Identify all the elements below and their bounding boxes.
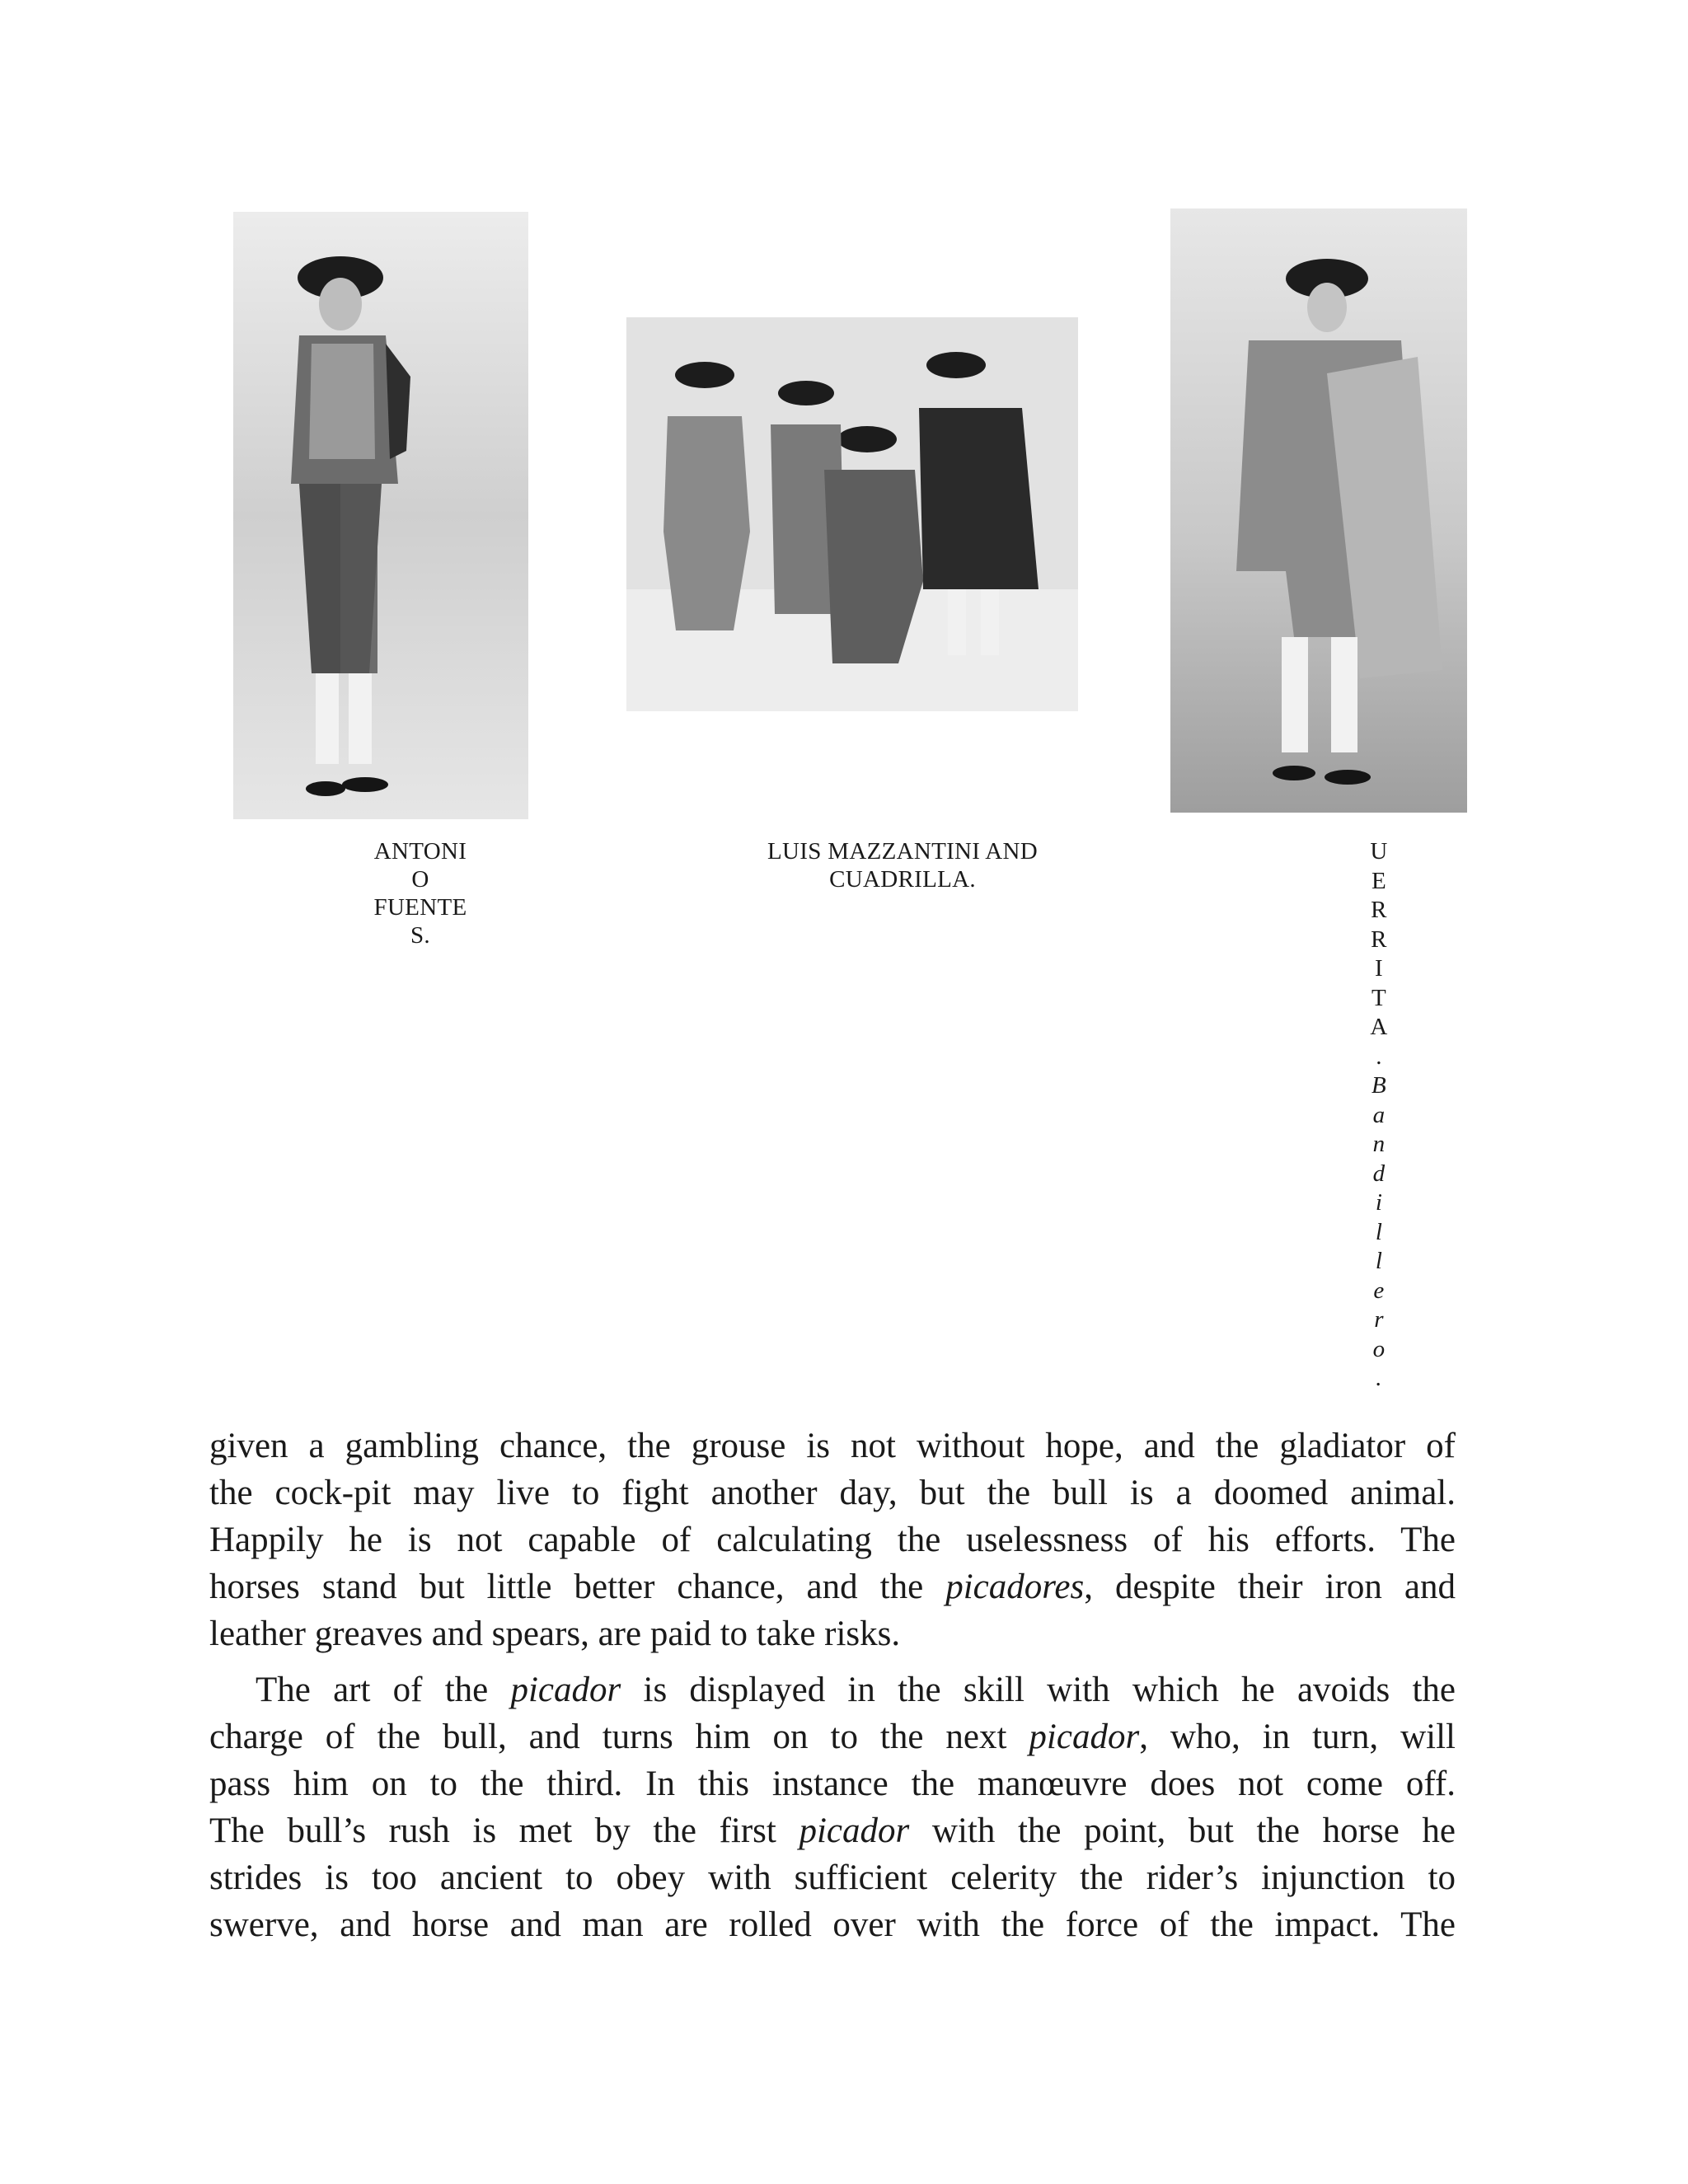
italic-term: picadores	[945, 1568, 1085, 1606]
caption-line: FUENTE	[373, 894, 467, 921]
caption-char-italic: d	[1372, 1160, 1386, 1187]
caption-line: LUIS MAZZANTINI AND	[767, 838, 1038, 865]
caption-line: CUADRILLA.	[829, 866, 976, 893]
text-line: the cock-pit may live to fight another day, but the bull is a doomed animal.	[209, 1474, 1456, 1512]
matador-photo-left	[233, 212, 528, 819]
caption-char-italic: r	[1374, 1306, 1384, 1333]
caption-char: R	[1371, 897, 1387, 923]
caption-char-italic: l	[1375, 1248, 1383, 1274]
caption-line: S.	[410, 922, 430, 949]
text-line: horses stand but little better chance, and the picadores, despite their iron and	[209, 1568, 1456, 1606]
caption-char-italic: l	[1375, 1218, 1383, 1245]
text-line: charge of the bull, and turns him on to the next picador, who, in turn, will	[209, 1718, 1456, 1756]
caption-luis-mazzantini	[725, 837, 1080, 893]
caption-char: E	[1371, 867, 1386, 894]
caption-line: O	[411, 866, 429, 893]
text-line: The bull’s rush is met by the first picador with the point, but the horse he	[209, 1811, 1456, 1850]
text-line: given a gambling chance, the grouse is not without hope, and the gladiator of	[209, 1427, 1456, 1465]
text-line: Happily he is not capable of calculating the uselessness of his efforts. The	[209, 1521, 1456, 1559]
body-paragraph-2	[209, 1666, 1456, 1948]
text-line: pass him on to the third. In this instance the manœuvre does not come off.	[209, 1765, 1456, 1803]
italic-term: picador	[1029, 1718, 1140, 1756]
cuadrilla-group-photo	[626, 317, 1078, 711]
caption-char: .	[1376, 1043, 1382, 1070]
caption-char-italic: B	[1371, 1072, 1386, 1099]
italic-term: picador	[510, 1671, 621, 1709]
caption-char-italic: i	[1375, 1189, 1383, 1216]
body-paragraph-1	[209, 1422, 1456, 1657]
text-line: leather greaves and spears, are paid to take risks.	[209, 1615, 901, 1653]
caption-char: A	[1370, 1014, 1388, 1040]
italic-term: picador	[799, 1811, 910, 1850]
caption-char-italic: .	[1376, 1365, 1382, 1391]
caption-char: I	[1375, 955, 1383, 982]
text-line: swerve, and horse and man are rolled over with the force of the impact. The	[209, 1905, 1456, 1944]
caption-char-italic: n	[1372, 1131, 1386, 1157]
caption-line: ANTONI	[373, 838, 467, 865]
caption-char: U	[1370, 838, 1388, 865]
caption-char-italic: a	[1372, 1101, 1386, 1128]
caption-char-italic: e	[1373, 1277, 1385, 1304]
caption-char-italic: o	[1372, 1335, 1386, 1362]
caption-char: T	[1371, 984, 1386, 1011]
text-line: strides is too ancient to obey with sufficient celerity the rider’s injunction to	[209, 1858, 1456, 1897]
caption-antonio-fuentes	[363, 837, 478, 949]
caption-char: R	[1371, 926, 1387, 953]
text-line: The art of the picador is displayed in the skill with which he avoids the	[256, 1671, 1456, 1709]
banderillero-photo-right	[1170, 209, 1467, 813]
caption-guerrita-banderillero	[1367, 837, 1391, 1394]
